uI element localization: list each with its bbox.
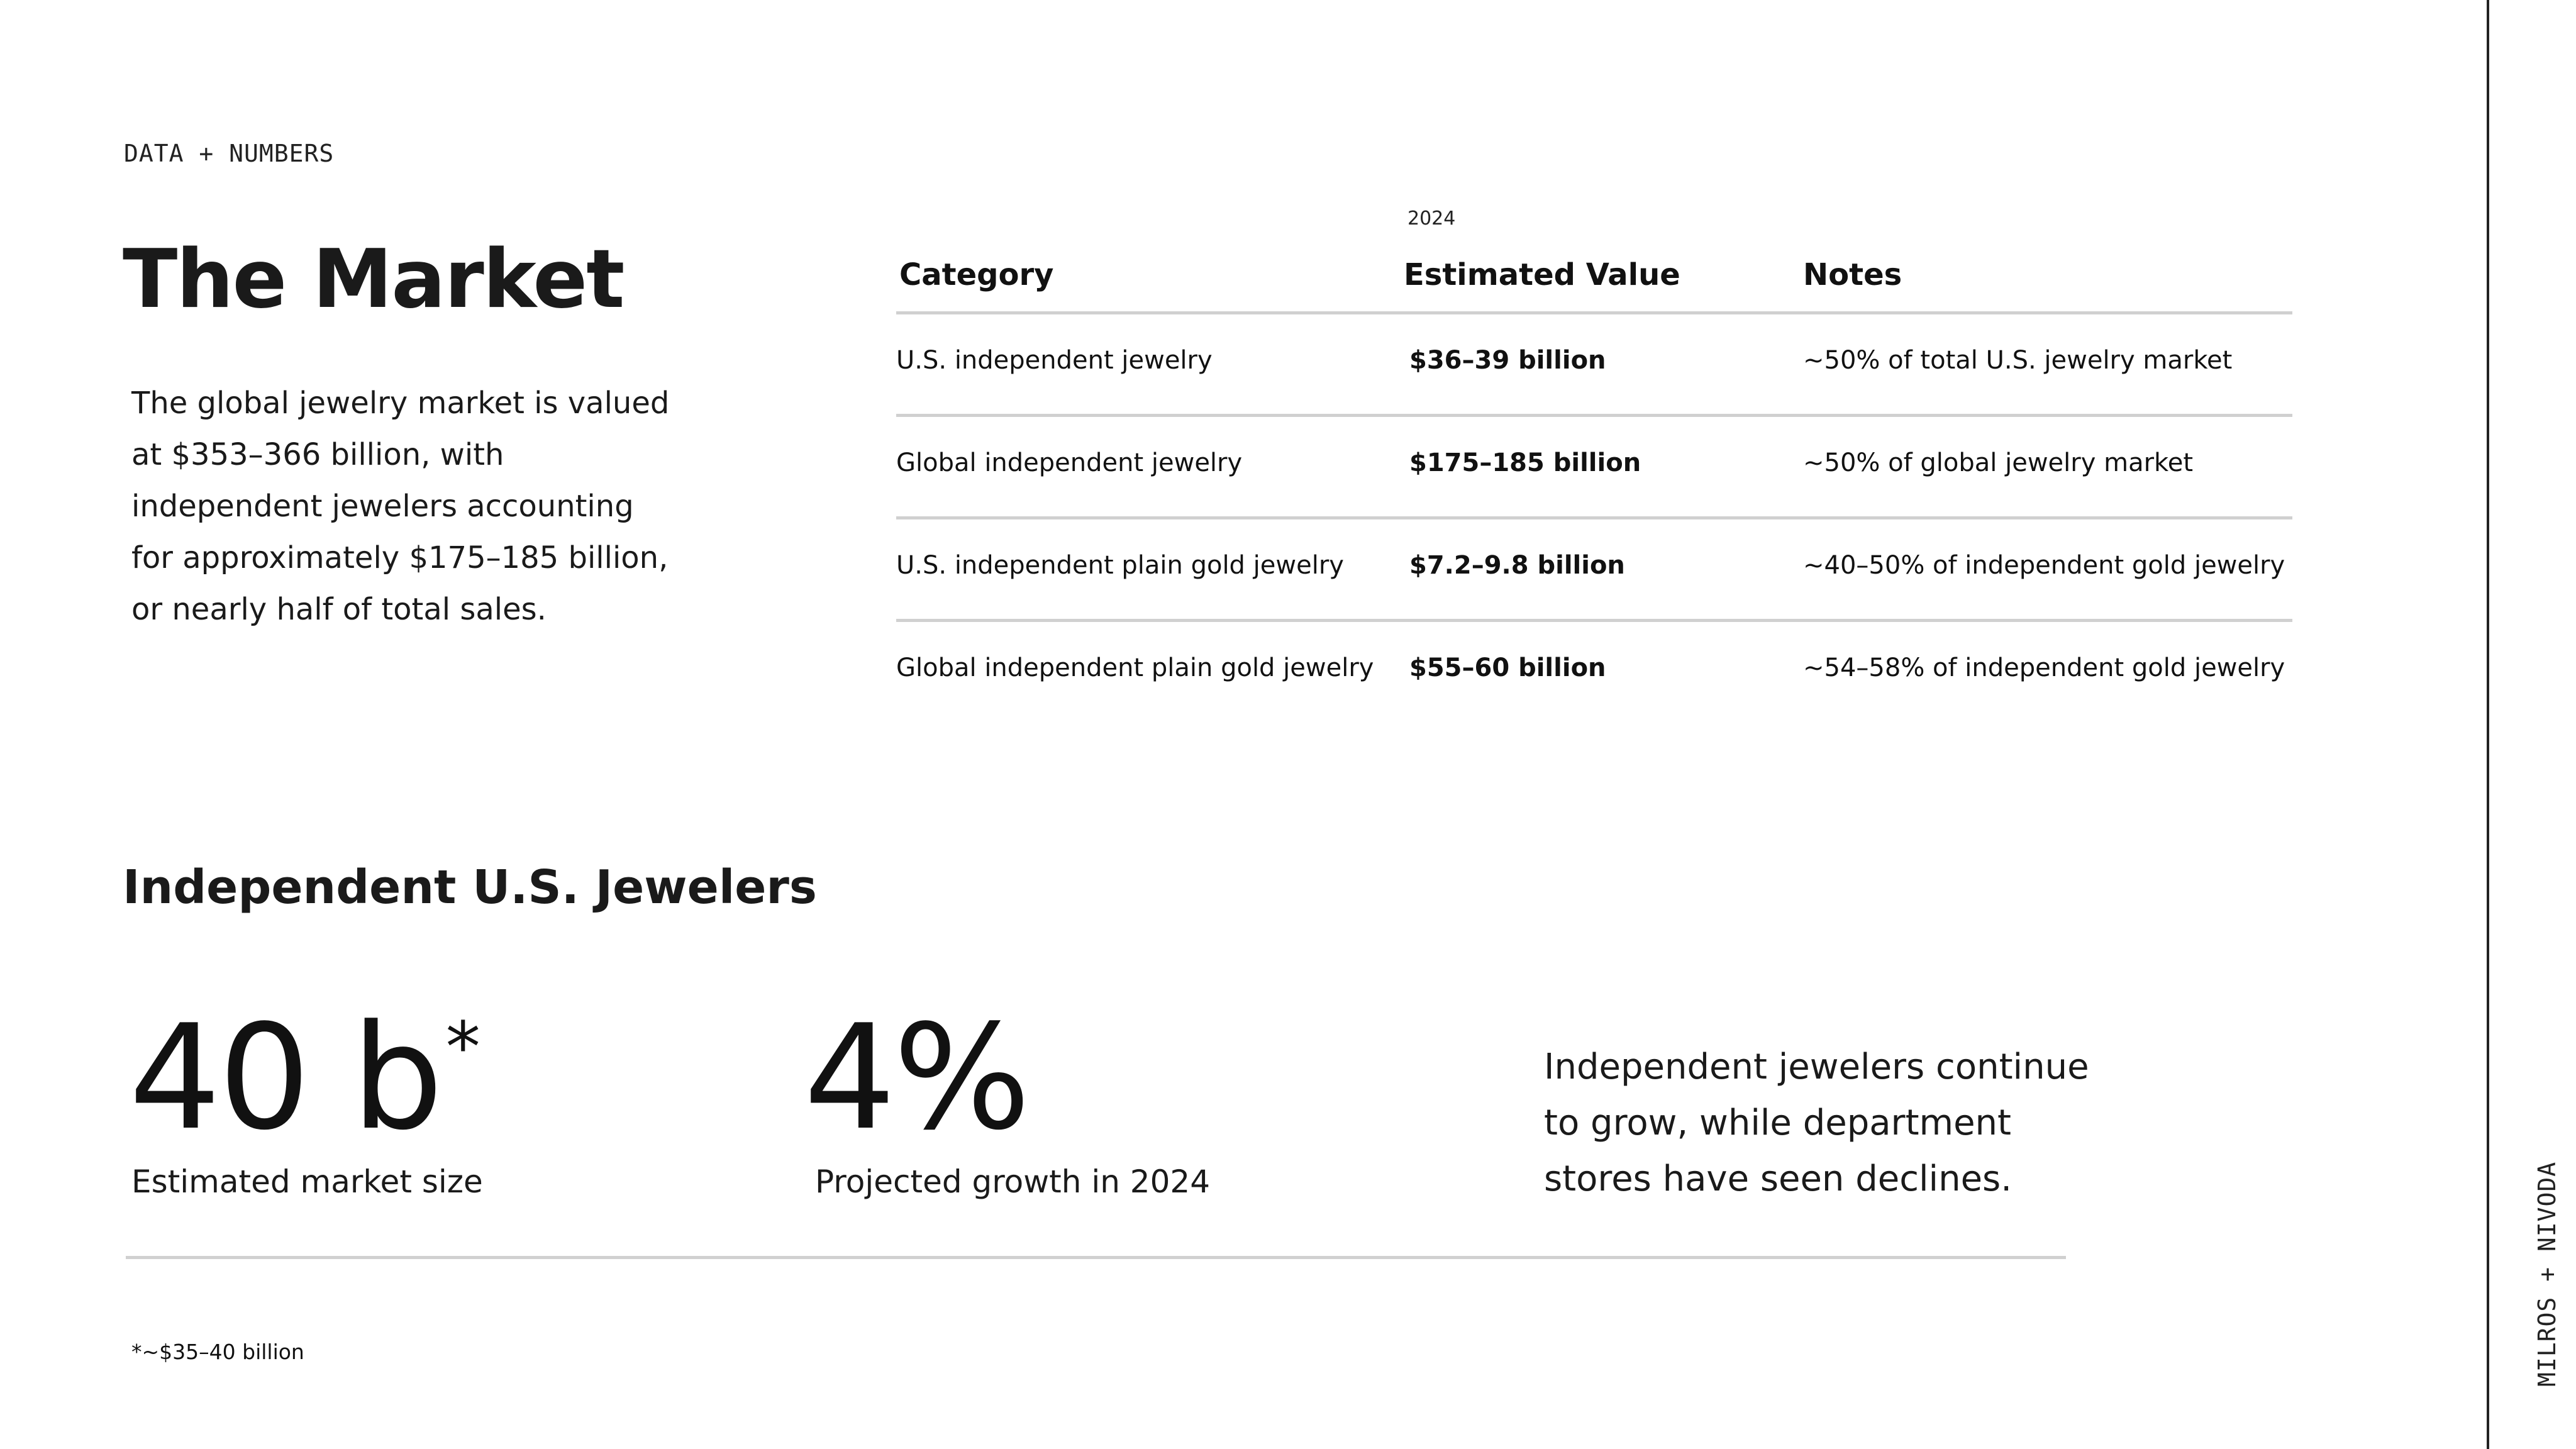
- footnote: *~$35–40 billion: [131, 1340, 304, 1364]
- cell-notes: ~54–58% of independent gold jewelry: [1803, 653, 2285, 682]
- cell-category: U.S. independent jewelry: [896, 346, 1213, 375]
- table-row: [896, 314, 2292, 417]
- cell-value: $36–39 billion: [1409, 346, 1606, 375]
- section-title: Independent U.S. Jewelers: [123, 860, 817, 914]
- table-header: [896, 242, 2292, 314]
- table-row: [896, 519, 2292, 622]
- stat-growth-label: Projected growth in 2024: [815, 1163, 1211, 1200]
- cell-value: $175–185 billion: [1409, 448, 1641, 477]
- table-row: [896, 417, 2292, 519]
- page-title: The Market: [123, 233, 624, 326]
- stat-growth: [804, 994, 1028, 1162]
- stat-note: Independent jewelers continue to grow, while department stores have seen declines.: [1544, 1046, 2089, 1199]
- intro-paragraph: The global jewelry market is valued at $353–366 billion, with independent jewelers accounting for approximately $175–185 billion, or nearly half of total sales.: [131, 386, 670, 627]
- header-category: Category: [899, 257, 1054, 292]
- divider: [126, 1256, 2066, 1259]
- cell-category: Global independent jewelry: [896, 448, 1243, 477]
- eyebrow-label: DATA + NUMBERS: [124, 140, 335, 167]
- cell-notes: ~50% of global jewelry market: [1803, 448, 2194, 477]
- cell-value: $55–60 billion: [1409, 653, 1606, 682]
- right-rule: [2487, 0, 2489, 1449]
- cell-category: Global independent plain gold jewelry: [896, 653, 1374, 682]
- year-label: 2024: [1407, 208, 1456, 230]
- stat-market-size-value: 40 b: [129, 994, 441, 1162]
- table-row: [896, 622, 2292, 724]
- cell-notes: ~50% of total U.S. jewelry market: [1803, 346, 2233, 375]
- side-brand-label: MILROS + NIVODA: [2533, 1161, 2561, 1387]
- stat-market-size: [129, 994, 478, 1162]
- footnote-marker: *: [445, 1007, 478, 1087]
- cell-category: U.S. independent plain gold jewelry: [896, 551, 1344, 580]
- header-estimated-value: Estimated Value: [1404, 257, 1680, 292]
- cell-notes: ~40–50% of independent gold jewelry: [1803, 551, 2285, 580]
- stat-market-size-label: Estimated market size: [131, 1163, 483, 1200]
- cell-value: $7.2–9.8 billion: [1409, 551, 1625, 580]
- stat-growth-value: 4%: [804, 994, 1028, 1162]
- header-notes: Notes: [1803, 257, 1902, 292]
